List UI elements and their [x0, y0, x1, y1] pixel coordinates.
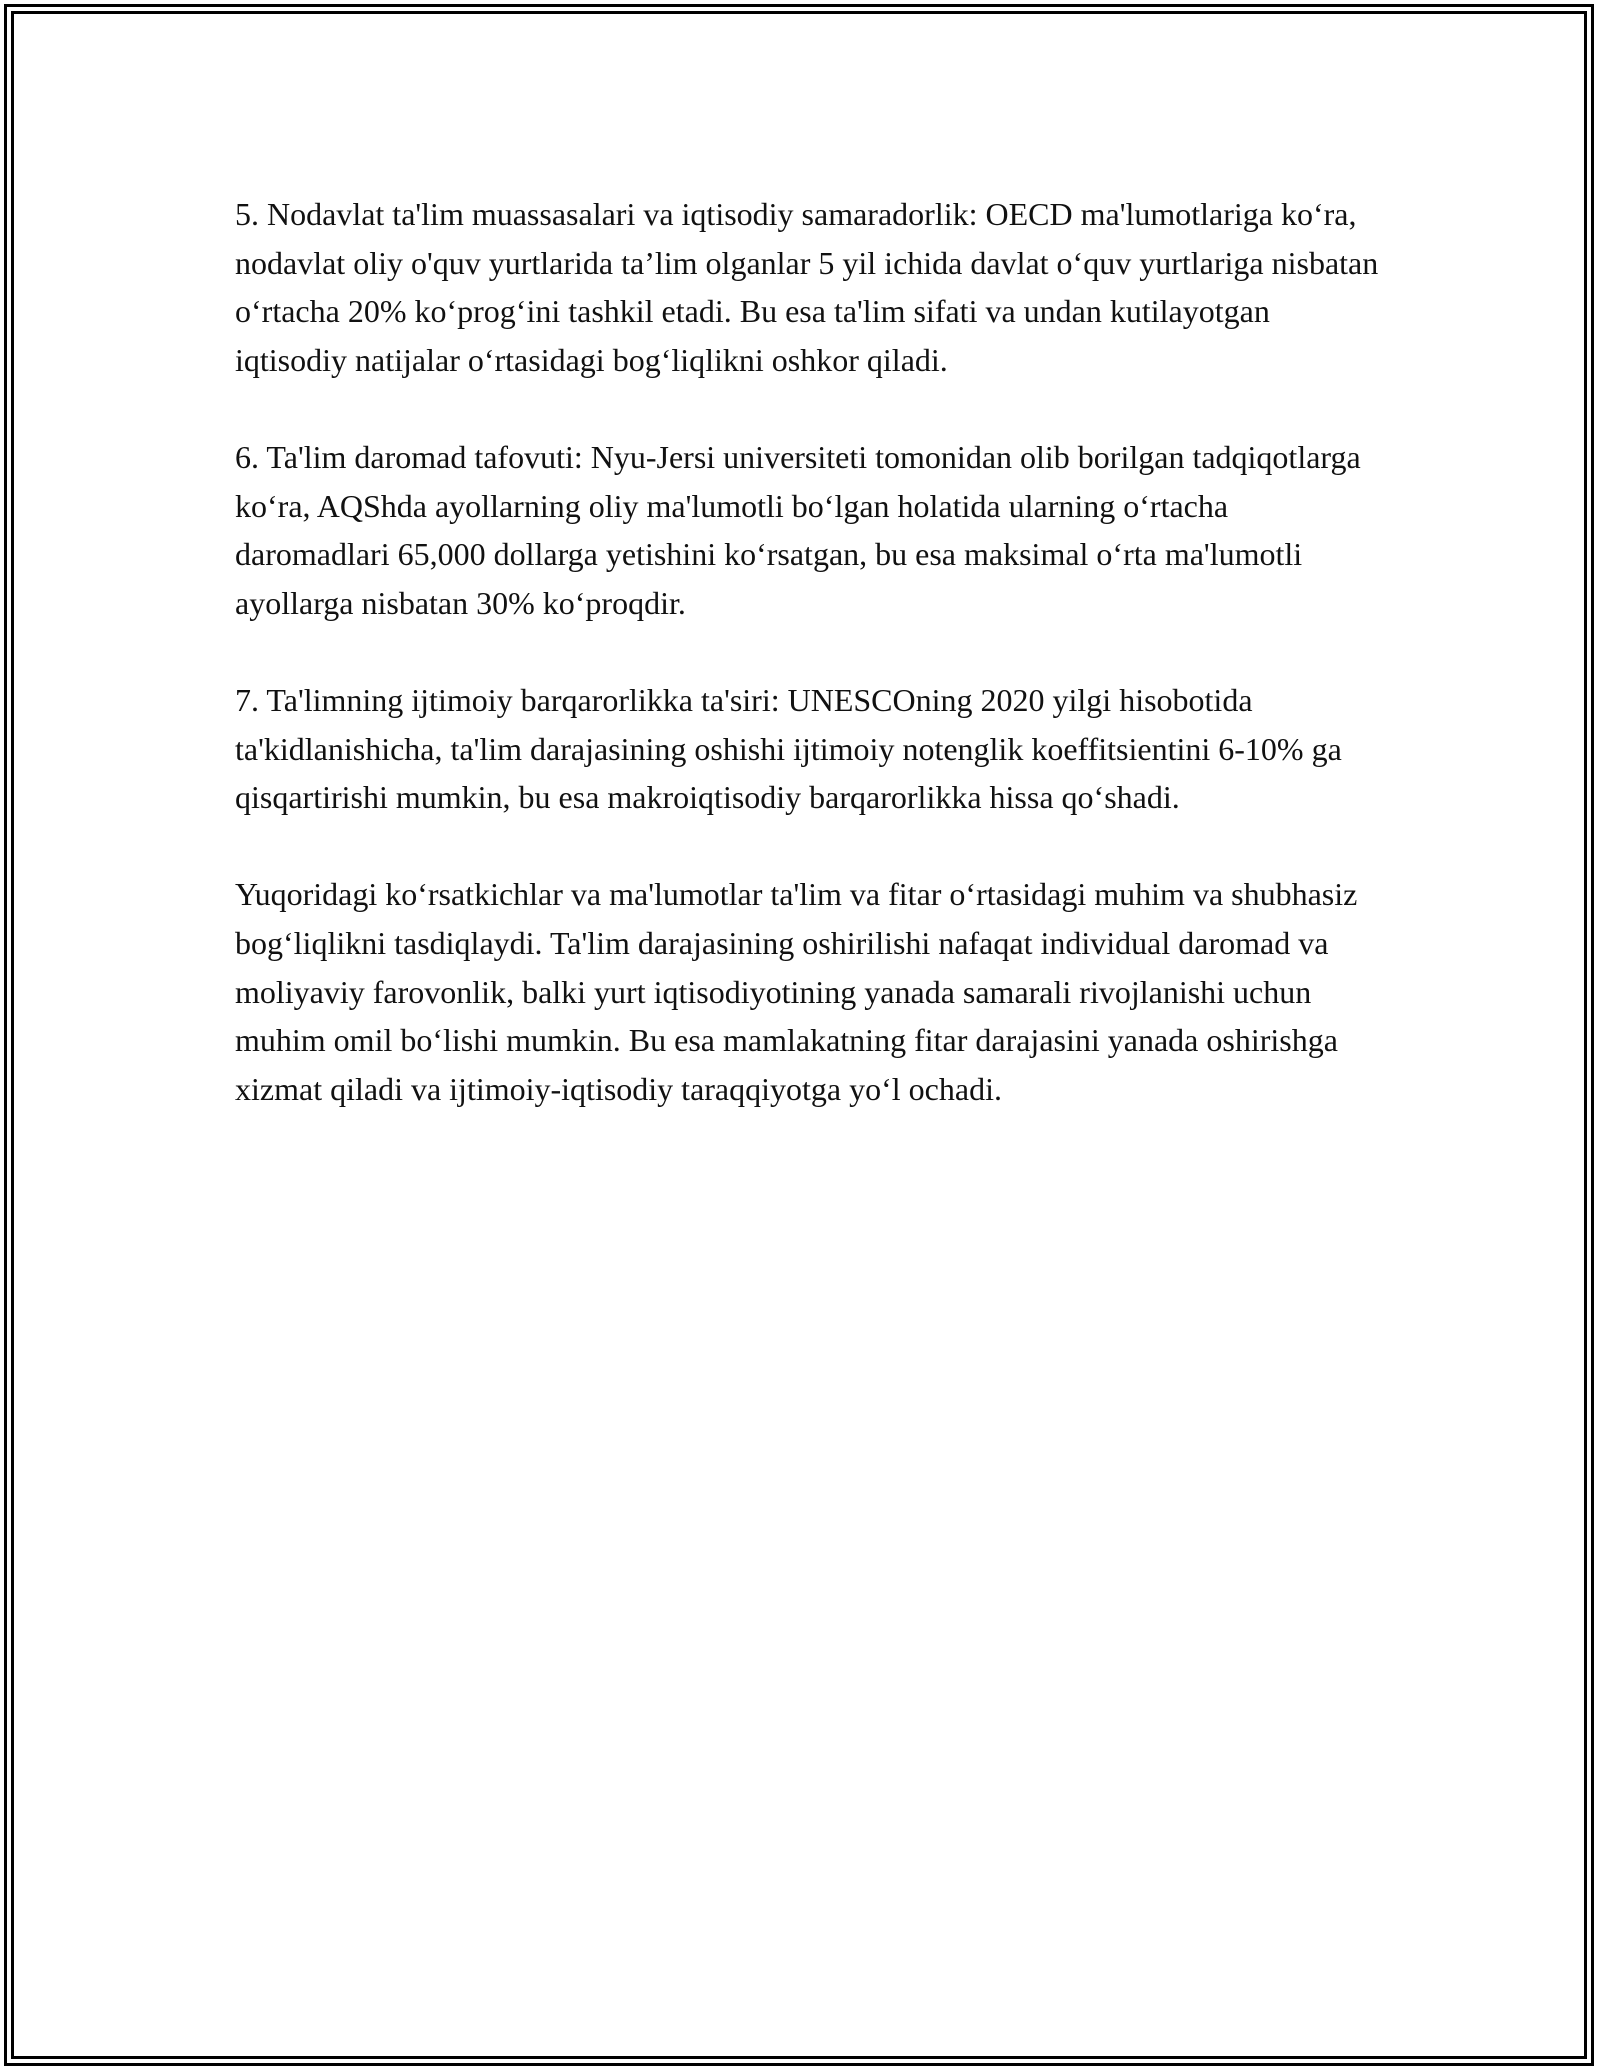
paragraph-item-6: 6. Ta'lim daromad tafovuti: Nyu-Jersi universiteti tomonidan olib borilgan tadqiqotlarga ko‘ra, AQShda ayollarning oliy ma'lumotli bo‘lgan holatida ularning o‘rtacha daromadlari 65,000 dollarga yetishini ko‘rsatgan, bu esa maksimal o‘rta ma'lumotli ayollarga nisbatan 30% ko‘proqdir.: [235, 438, 1361, 621]
paragraph-conclusion: Yuqoridagi ko‘rsatkichlar va ma'lumotlar ta'lim va fitar o‘rtasidagi muhim va shubhasiz bog‘liqlikni tasdiqlaydi. Ta'lim darajasining oshirilishi nafaqat individual daromad va moliyaviy farovonlik, balki yurt iqtisodiyotining yanada samarali rivojlanishi uchun muhim omil bo‘lishi mumkin. Bu esa mamlakatning fitar darajasini yanada oshirishga xizmat qiladi va ijtimoiy-iqtisodiy taraqqiyotga yo‘l ochadi.: [235, 876, 1358, 1107]
paragraph-item-7: 7. Ta'limning ijtimoiy barqarorlikka ta'siri: UNESCOning 2020 yilgi hisobotida ta'kidlanishicha, ta'lim darajasining oshishi ijtimoiy notenglik koeffitsientini 6-10% ga qisqartirishi mumkin, bu esa makroiqtisodiy barqarorlikka hissa qo‘shadi.: [235, 681, 1342, 816]
paragraph-item-5: 5. Nodavlat ta'lim muassasalari va iqtisodiy samaradorlik: OECD ma'lumotlariga ko‘ra, nodavlat oliy o'quv yurtlarida ta’lim olganlar 5 yil ichida davlat o‘quv yurtlariga nisbatan o‘rtacha 20% ko‘prog‘ini tashkil etadi. Bu esa ta'lim sifati va undan kutilayotgan iqtisodiy natijalar o‘rtasidagi bog‘liqlikni oshkor qiladi.: [235, 196, 1379, 378]
document-body: [235, 190, 1385, 1162]
